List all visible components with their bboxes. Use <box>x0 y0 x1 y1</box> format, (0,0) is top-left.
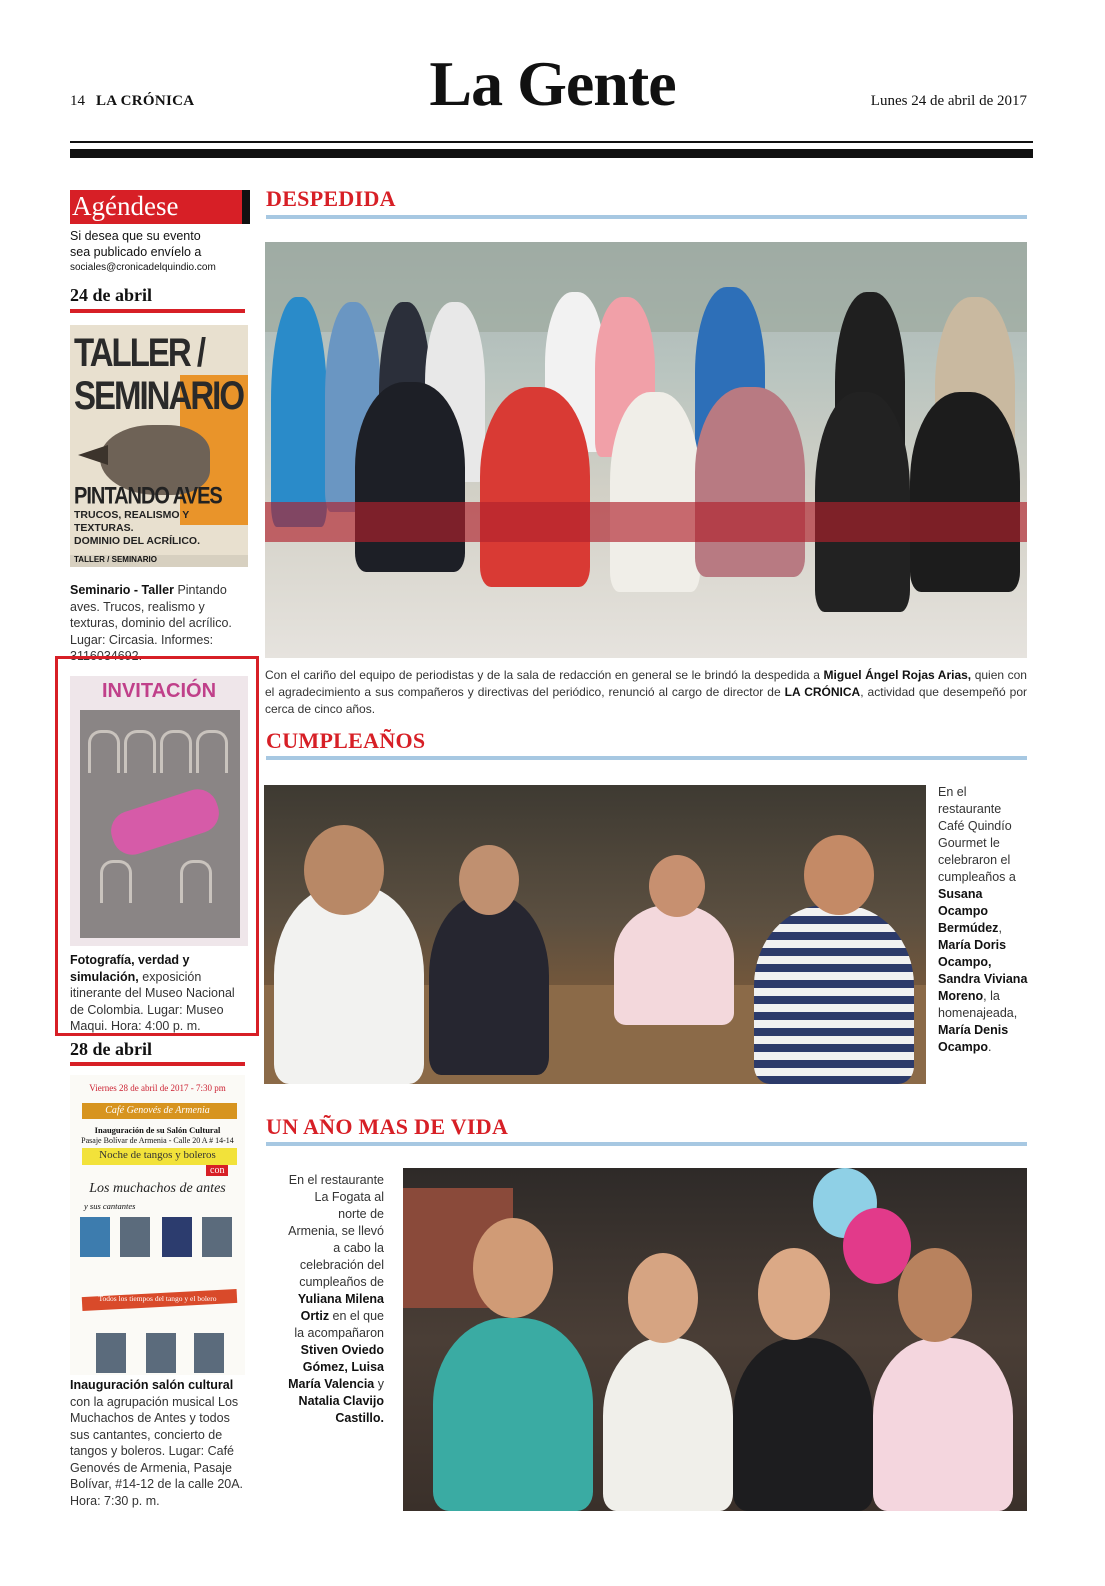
caption-despedida <box>265 667 1027 718</box>
masthead-rule-thick <box>70 149 1033 158</box>
agenda-date-rule <box>70 1062 245 1066</box>
event-poster-taller <box>70 325 248 567</box>
masthead-rule-thin <box>70 141 1033 143</box>
poster-detail-line: TRUCOS, REALISMO Y TEXTURAS. <box>74 509 190 534</box>
arch-shape <box>100 860 132 903</box>
poster-title: TALLER / SEMINARIO <box>74 329 244 418</box>
event-poster-invitacion <box>70 676 248 946</box>
event-caption-taller <box>70 582 250 665</box>
agenda-heading-text: Agéndese <box>72 191 179 221</box>
person-head <box>473 1218 553 1318</box>
caption-text: y <box>374 1377 384 1391</box>
agenda-note <box>70 228 250 276</box>
person-silhouette <box>873 1338 1013 1511</box>
agenda-heading <box>70 190 250 224</box>
section-rule <box>266 215 1027 219</box>
person-silhouette <box>355 382 465 572</box>
person-silhouette <box>614 905 734 1025</box>
issue-date: Lunes 24 de abril de 2017 <box>870 93 1027 109</box>
agenda-date: 28 de abril <box>70 1039 153 1059</box>
section-heading-cumpleanos: CUMPLEAÑOS <box>266 728 426 753</box>
event-caption-text: exposición itinerante del Museo Nacional de Colombia. Lugar: Museo Maqui. Hora: 4:00 p. m. <box>70 969 235 1033</box>
section-heading-un-ano: UN AÑO MAS DE VIDA <box>266 1114 509 1139</box>
event-caption-text: con la agrupación musical Los Muchachos de Antes y todos sus cantantes, concierto de tangos y boleros. Lugar: Café Genovés de Armenia, Pasaje Bolívar, #14-12 de la calle 20A. Hora: 7:30 p. m. <box>70 1394 244 1508</box>
musician-photo <box>80 1217 110 1257</box>
arch-shape <box>196 730 228 773</box>
arch-shape <box>88 730 120 773</box>
person-silhouette <box>433 1318 593 1511</box>
event-caption-title: Seminario - Taller <box>70 583 174 597</box>
balloon-pink <box>843 1208 911 1284</box>
caption-name: María Denis Ocampo <box>938 1023 1009 1054</box>
person-silhouette <box>910 392 1020 592</box>
person-head <box>459 845 519 915</box>
person-head <box>649 855 705 917</box>
caption-name: Yuliana Milena Ortiz <box>297 1292 384 1323</box>
caption-name: Stiven Oviedo Gómez, Luisa María Valencia <box>288 1343 384 1391</box>
section-heading-despedida: DESPEDIDA <box>266 186 396 211</box>
poster-line: y sus cantantes <box>84 1201 136 1211</box>
person-silhouette <box>429 895 549 1075</box>
musician-photo <box>96 1333 126 1373</box>
poster-details <box>74 509 214 548</box>
caption-un-ano <box>288 1172 384 1427</box>
person-silhouette <box>603 1338 733 1511</box>
caption-text: . <box>988 1040 992 1054</box>
person-silhouette <box>733 1338 873 1511</box>
caption-text: , la homenajeada, <box>938 989 1018 1020</box>
group-photo-cumpleanos <box>264 785 926 1084</box>
caption-text: en el que la acompañaron <box>294 1309 384 1340</box>
poster-footer: TALLER / SEMINARIO <box>70 555 248 567</box>
poster-subtitle: PINTANDO AVES <box>74 483 222 510</box>
person-silhouette <box>271 297 327 527</box>
musician-photo <box>194 1333 224 1373</box>
section-title: La Gente <box>429 48 676 119</box>
agenda-note-line: Si desea que su evento <box>70 229 201 243</box>
arch-shape <box>160 730 192 773</box>
poster-line: Inauguración de su Salón Cultural <box>94 1125 221 1135</box>
person-silhouette <box>274 885 424 1084</box>
caption-text: , <box>998 921 1002 935</box>
musician-photo <box>120 1217 150 1257</box>
agenda-note-line: sea publicado envíelo a <box>70 245 202 259</box>
musician-photo <box>146 1333 176 1373</box>
musician-photo <box>202 1217 232 1257</box>
caption-text: En el restaurante Café Quindío Gourmet le celebraron el cumpleaños a <box>938 785 1016 884</box>
bird-beak <box>78 445 108 465</box>
poster-line: Pasaje Bolívar de Armenia - Calle 20 A # 14-14 <box>81 1136 234 1145</box>
person-head <box>628 1253 698 1343</box>
caption-cumpleanos <box>938 784 1028 1056</box>
newspaper-name: LA CRÓNICA <box>96 93 195 109</box>
poster-line: Noche de tangos y boleros <box>99 1149 216 1161</box>
musician-photo <box>162 1217 192 1257</box>
section-rule <box>266 1142 1027 1146</box>
poster-line: con <box>206 1165 228 1176</box>
agenda-date: 24 de abril <box>70 285 153 305</box>
caption-name: Miguel Ángel Rojas Arias, <box>823 668 972 682</box>
chairs-row <box>265 502 1027 542</box>
hammock-figure <box>106 784 224 860</box>
person-silhouette <box>695 387 805 577</box>
arch-shape <box>124 730 156 773</box>
person-silhouette <box>480 387 590 587</box>
person-head <box>304 825 384 915</box>
section-rule <box>266 756 1027 760</box>
event-caption-text: Pintando aves. Trucos, realismo y texturas, dominio del acrílico. Lugar: Circasia. Informes: 3116034692. <box>70 583 232 663</box>
person-silhouette <box>610 392 700 592</box>
person-silhouette <box>754 905 914 1084</box>
event-poster-tangos <box>70 1075 245 1375</box>
caption-text: , actividad que desempeñó por cerca de cinco años. <box>265 685 1028 716</box>
caption-text: quien con el agradecimiento a sus compañeros y directivas del periódico, renunció al cargo de director de <box>265 668 1027 699</box>
poster-detail-line: DOMINIO DEL ACRÍLICO. <box>74 535 200 547</box>
poster-line: Todos los tiempos del tango y el bolero <box>98 1294 217 1303</box>
caption-name: Susana Ocampo Bermúdez <box>938 887 999 935</box>
caption-name: LA CRÓNICA <box>784 685 861 699</box>
caption-text: Con el cariño del equipo de periodistas y de la sala de redacción en general se le brindó la despedida a <box>265 668 824 682</box>
group-photo-despedida <box>265 242 1027 658</box>
person-head <box>898 1248 972 1342</box>
page-number: 14 <box>70 93 85 109</box>
poster-line: Café Genovés de Armenia <box>105 1105 210 1116</box>
agenda-date-rule <box>70 309 245 313</box>
poster-photo <box>80 710 240 938</box>
person-head <box>758 1248 830 1340</box>
event-caption-invitacion <box>70 952 252 1035</box>
caption-name: María Doris Ocampo, Sandra Viviana Moreno <box>938 938 1028 1003</box>
caption-text: En el restaurante La Fogata al norte de Armenia, se llevó a cabo la celebración del cumpleaños de <box>288 1173 384 1289</box>
event-caption-title: Fotografía, verdad y simulación, <box>70 953 190 984</box>
group-photo-un-ano <box>403 1168 1027 1511</box>
event-caption-title: Inauguración salón cultural <box>70 1378 234 1392</box>
person-head <box>804 835 874 915</box>
agenda-email: sociales@cronicadelquindio.com <box>70 262 216 273</box>
caption-name: Natalia Clavijo Castillo. <box>298 1394 384 1425</box>
arch-shape <box>180 860 212 903</box>
poster-line: Los muchachos de antes <box>89 1181 226 1196</box>
poster-line: Viernes 28 de abril de 2017 - 7:30 pm <box>89 1083 226 1093</box>
event-caption-tangos <box>70 1377 250 1509</box>
poster-title: INVITACIÓN <box>101 680 217 702</box>
